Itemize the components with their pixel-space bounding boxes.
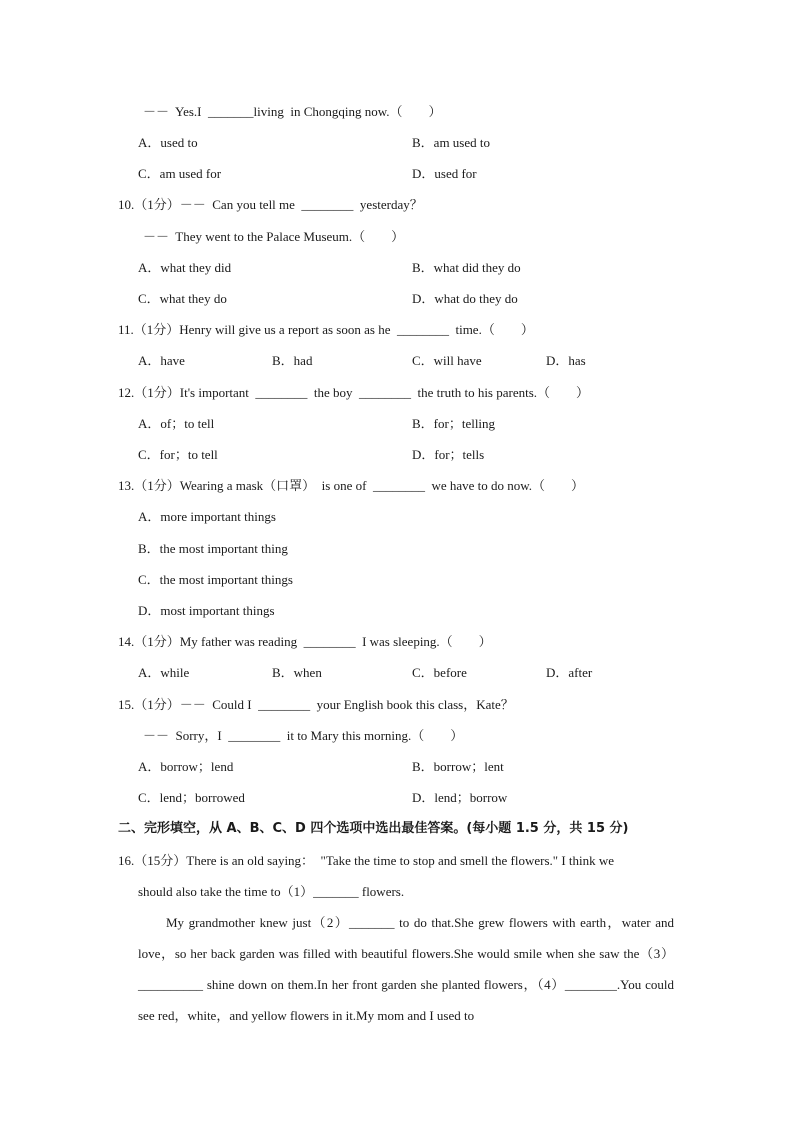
q11-option-c: C．will have bbox=[412, 353, 482, 368]
section-2-title: 二、完形填空，从 A、B、C、D 四个选项中选出最佳答案。(每小题 1.5 分，共 15 分) bbox=[118, 821, 629, 836]
q15-option-c: C．lend；borrowed bbox=[138, 790, 245, 805]
q13-stem: 13.（1分）Wearing a mask（口罩） is one of ________ we have to do now.（ ） bbox=[118, 478, 585, 493]
q14-option-d: D．after bbox=[546, 665, 593, 680]
q10-option-a: A．what they did bbox=[138, 260, 232, 275]
q11-option-a: A．have bbox=[138, 353, 185, 368]
q15-option-b: B．borrow；lent bbox=[412, 759, 504, 774]
q15-option-d: D．lend；borrow bbox=[412, 790, 508, 805]
q9-option-d: D．used for bbox=[412, 166, 477, 181]
q12-stem: 12.（1分）It's important ________ the boy ________ the truth to his parents.（ ） bbox=[118, 385, 590, 400]
q12-option-d: D．for；tells bbox=[412, 447, 485, 462]
q13-option-b: B．the most important thing bbox=[138, 541, 288, 556]
q14-option-a: A．while bbox=[138, 665, 190, 680]
q10-option-c: C．what they do bbox=[138, 291, 227, 306]
q15-option-a: A．borrow；lend bbox=[138, 759, 234, 774]
q11-option-d: D．has bbox=[546, 353, 586, 368]
q13-option-c: C．the most important things bbox=[138, 572, 293, 587]
q9-option-b: B．am used to bbox=[412, 135, 490, 150]
q9-option-c: C．am used for bbox=[138, 166, 222, 181]
q14-stem: 14.（1分）My father was reading ________ I was sleeping.（ ） bbox=[118, 634, 492, 649]
q9-option-a: A．used to bbox=[138, 135, 198, 150]
q15-reply: －－ Sorry，I ________ it to Mary this morning.（ ） bbox=[143, 728, 464, 743]
q15-stem: 15.（1分）－－ Could I ________ your English book this class，Kate？ bbox=[118, 697, 514, 712]
q16-stem: 16.（15分）There is an old saying： "Take the time to stop and smell the flowers." I think we bbox=[118, 853, 615, 868]
q13-option-a: A．more important things bbox=[138, 509, 276, 524]
q16-passage: My grandmother knew just（2）_______ to do that.She grew flowers with earth，water and love，so her back garden was filled with beautiful flowers.She would smile when she saw the（3）__________ shine down on them.In her front garden she planted flowers，（4）________.You could see red，white，and yellow flowers in it.My mom and I used to bbox=[138, 915, 674, 1023]
q11-option-b: B．had bbox=[272, 353, 313, 368]
q12-option-c: C．for；to tell bbox=[138, 447, 218, 462]
q10-stem: 10.（1分）－－ Can you tell me ________ yesterday？ bbox=[118, 197, 423, 212]
q10-reply: －－ They went to the Palace Museum.（ ） bbox=[143, 229, 405, 244]
q13-option-d: D．most important things bbox=[138, 603, 275, 618]
q11-stem: 11.（1分）Henry will give us a report as soon as he ________ time.（ ） bbox=[118, 322, 534, 337]
q10-option-b: B．what did they do bbox=[412, 260, 521, 275]
q16-stem-continued: should also take the time to（1）_______ flowers. bbox=[138, 884, 405, 899]
q14-option-c: C．before bbox=[412, 665, 467, 680]
q10-option-d: D．what do they do bbox=[412, 291, 518, 306]
q12-option-a: A．of；to tell bbox=[138, 416, 215, 431]
q9-reply: －－ Yes.I _______living in Chongqing now.（ ） bbox=[143, 104, 442, 119]
q14-option-b: B．when bbox=[272, 665, 322, 680]
q12-option-b: B．for；telling bbox=[412, 416, 496, 431]
